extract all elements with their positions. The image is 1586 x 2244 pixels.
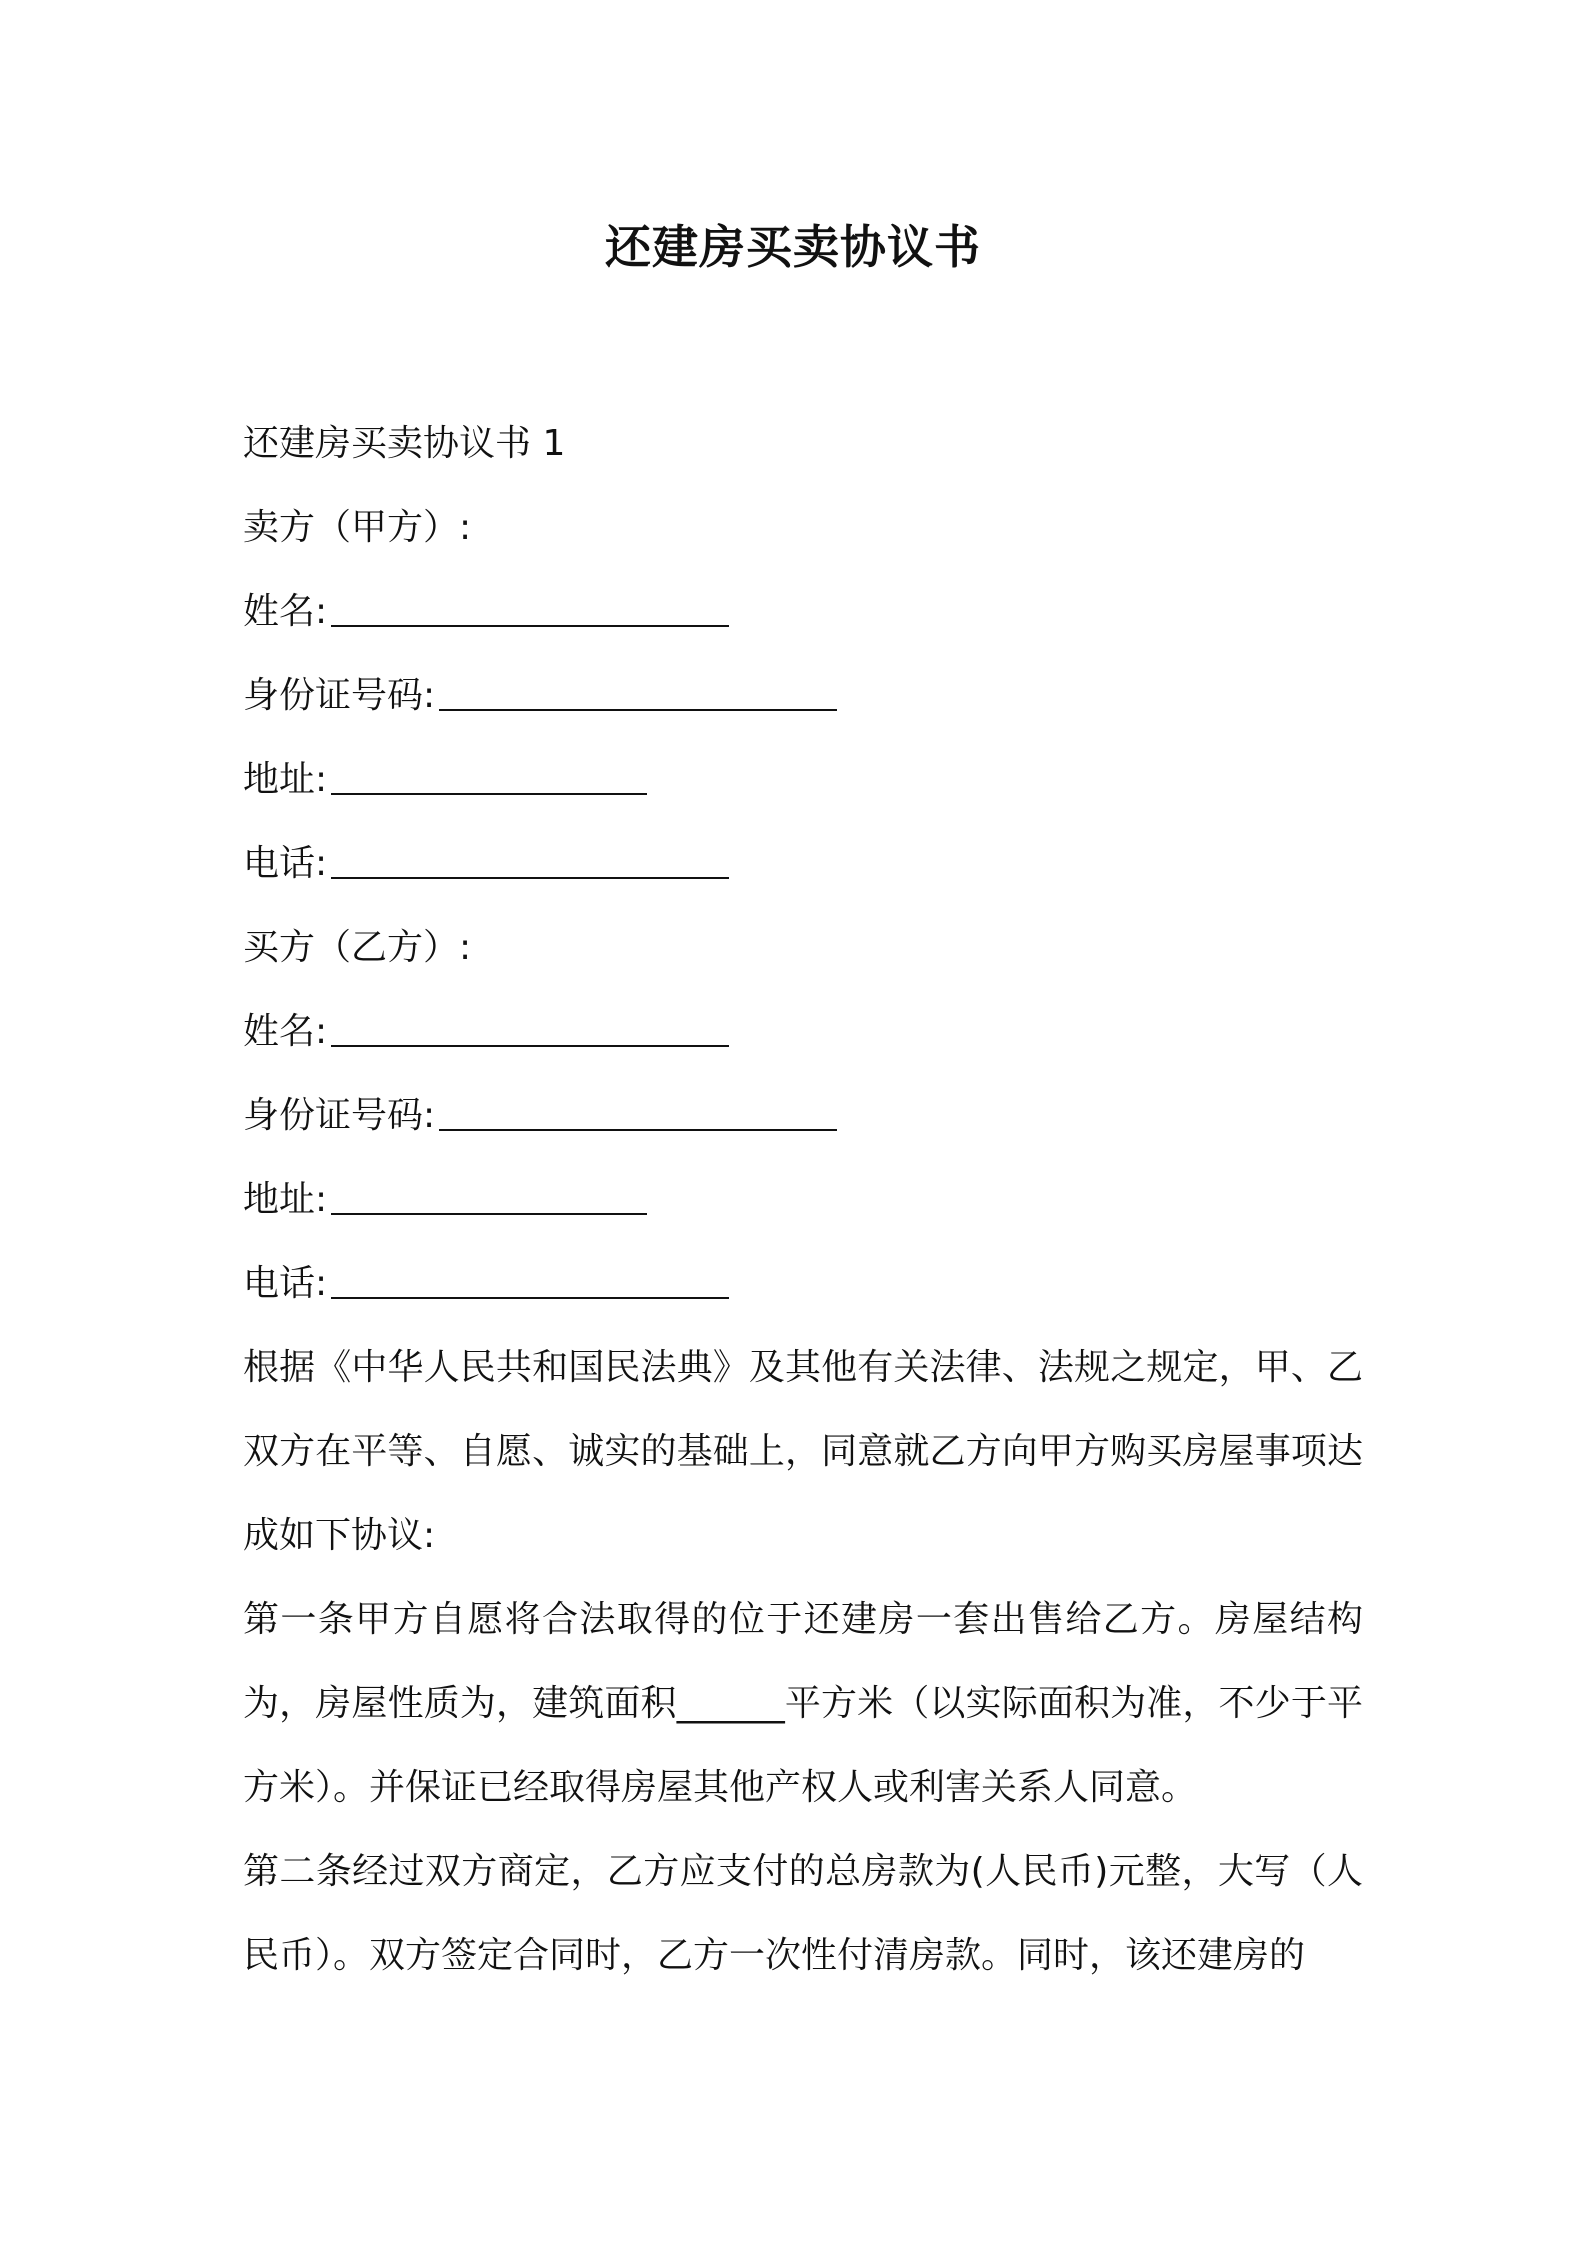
seller-id-field [243,654,1363,738]
document-body [243,402,1363,1998]
fill-in-blank [331,1181,647,1215]
seller-phone-field [243,822,1363,906]
preamble-paragraph: 根据《中华人民共和国民法典》及其他有关法律、法规之规定，甲、乙双方在平等、自愿、诚实的基础上，同意就乙方向甲方购买房屋事项达成如下协议: [243,1347,1363,1556]
field-label: 电话: [243,843,328,884]
field-label: 身份证号码: [243,1095,436,1136]
field-label: 电话: [243,1263,328,1304]
article-1-text: 第一条甲方自愿将合法取得的位于还建房一套出售给乙方。房屋结构为，房屋性质为，建筑面积 [243,1599,1363,1724]
fill-in-blank [331,845,729,879]
article-1-text-continued: 平方米（以实际面积为准，不少于平方米）。并保证已经取得房屋其他产权人或利害关系人同意。 [243,1683,1363,1808]
field-label: 地址: [243,1179,328,1220]
buyer-phone-field [243,1242,1363,1326]
document-title: 还建房买卖协议书 [605,220,981,274]
fill-in-blank [331,761,647,795]
seller-heading: 卖方（甲方）: [243,507,472,548]
area-blank: ______ [676,1683,785,1724]
agreement-subtitle: 还建房买卖协议书 1 [243,423,566,464]
fill-in-blank [331,1265,729,1299]
buyer-heading: 买方（乙方）: [243,927,472,968]
seller-name-field [243,570,1363,654]
article-1-paragraph [243,1578,1363,1830]
field-label: 地址: [243,759,328,800]
field-label: 姓名: [243,1011,328,1052]
fill-in-blank [331,593,729,627]
buyer-address-field [243,1158,1363,1242]
fill-in-blank [439,1097,837,1131]
fill-in-blank [331,1013,729,1047]
buyer-id-field [243,1074,1363,1158]
article-2-paragraph: 第二条经过双方商定，乙方应支付的总房款为(人民币)元整，大写（人民币）。双方签定合同时，乙方一次性付清房款。同时，该还建房的 [243,1851,1363,1976]
field-label: 姓名: [243,591,328,632]
fill-in-blank [439,677,837,711]
seller-address-field [243,738,1363,822]
field-label: 身份证号码: [243,675,436,716]
buyer-name-field [243,990,1363,1074]
